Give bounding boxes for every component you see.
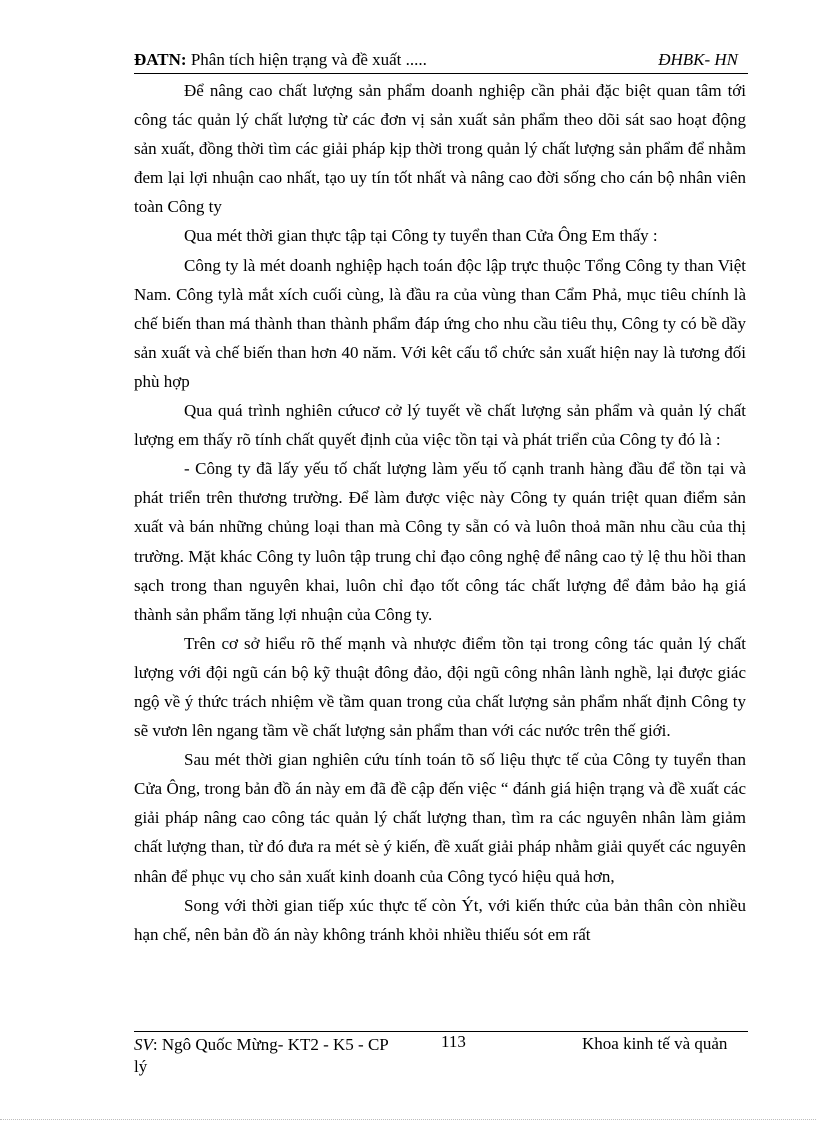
paragraph: Qua mét thời gian thực tập tại Công ty tuyển than Cửa Ông Em thấy : bbox=[184, 226, 658, 246]
paragraph: Trên cơ sở hiểu rõ thế mạnh và nhược điểm tồn tại trong công tác quản lý chất lượng với đội ngũ cán bộ kỹ thuật đông đảo, đội ngũ công nhân lành nghề, lại được giác ngộ về ý thức trách nhiệm về tầm quan trong của chất lượng sản phẩm nhất định Công ty sẽ vươn lên ngang tầm về chất lượng sản phẩm than với các nước trên thế giới. bbox=[134, 633, 746, 741]
paragraph: Công ty là mét doanh nghiệp hạch toán độc lập trực thuộc Tổng Công ty than Việt Nam. Công tylà mắt xích cuối cùng, là đầu ra của vùng than Cẩm Phả, mục tiêu chính là chế biến than má thành than thành phẩm đáp ứng cho nhu cầu tiêu thụ, Công ty có bề dầy sản xuất và chế biến than hơn 40 năm. Với kêt cấu tổ chức sản xuất hiện nay là tương đối phù hợp bbox=[134, 255, 746, 391]
footer-student-name: : Ngô Quốc Mừng- KT2 - K5 - CP bbox=[152, 1035, 389, 1054]
header-prefix: ĐATN: bbox=[134, 50, 187, 69]
paragraph: Sau mét thời gian nghiên cứu tính toán tõ số liệu thực tế của Công ty tuyển than Cửa Ông, trong bản đồ án này em đã đề cập đến việc “ đánh giá hiện trạng và đề xuất các giải pháp nâng cao công tác quản lý chất lượng than, tìm ra các nguyên nhân làm giảm chất lượng than, từ đó đưa ra mét sè ý kiến, đề xuất giải pháp nhằm giải quyết các nguyên nhân để phục vụ cho sản xuất kinh doanh của Công tycó hiệu quả hơn, bbox=[134, 750, 746, 886]
header-school: ĐHBK- HN bbox=[658, 50, 738, 69]
document-body bbox=[134, 76, 746, 949]
paragraph: Qua quá trình nghiên cứucơ cở lý tuyết về chất lượng sản phẩm và quản lý chất lượng em thấy rõ tính chất quyết định của việc tồn tại và phát triển của Công ty đó là : bbox=[134, 401, 746, 450]
header-title bbox=[134, 50, 427, 70]
footer-faculty-cont: lý bbox=[134, 1057, 148, 1076]
footer-faculty: Khoa kinh tế và quản bbox=[582, 1034, 728, 1053]
header-title-text: Phân tích hiện trạng và đề xuất ..... bbox=[190, 50, 427, 69]
page-number: 113 bbox=[441, 1032, 466, 1051]
paragraph: - Công ty đã lấy yếu tố chất lượng làm yếu tố cạnh tranh hàng đầu để tồn tại và phát triển trên thương trường. Để làm được việc này Công ty quán triệt quan điểm sản xuất và bán những chủng loại than mà Công ty sẵn có và luôn thoả mãn nhu cầu của thị trường. Mặt khác Công ty luôn tập trung chỉ đạo công nghệ để nâng cao tỷ lệ thu hồi than sạch trong than nguyên khai, luôn chỉ đạo tốt công tác chất lượng để đảm bảo hạ giá thành sản phẩm tăng lợi nhuận của Công ty. bbox=[134, 459, 746, 624]
paragraph: Song với thời gian tiếp xúc thực tế còn Ýt, với kiến thức của bản thân còn nhiều hạn chế, nên bản đồ án này không tránh khỏi nhiều thiếu sót em rất bbox=[134, 895, 746, 944]
paragraph: Để nâng cao chất lượng sản phẩm doanh nghiệp cần phải đặc biệt quan tâm tới công tác quản lý chất lượng từ các đơn vị sản xuất sản phẩm theo dõi sát sao hoạt động sản xuất, đồng thời tìm các giải pháp kịp thời trong quản lý chất lượng sản phẩm để nhằm đem lại lợi nhuận cao nhất, tạo uy tín tốt nhất và nâng cao đời sống cho cán bộ nhân viên toàn Công ty bbox=[134, 81, 746, 217]
footer-student bbox=[134, 1034, 434, 1078]
page-bottom-border bbox=[0, 1119, 816, 1120]
footer-sv-label: SV bbox=[134, 1035, 153, 1054]
header-divider bbox=[134, 73, 748, 74]
